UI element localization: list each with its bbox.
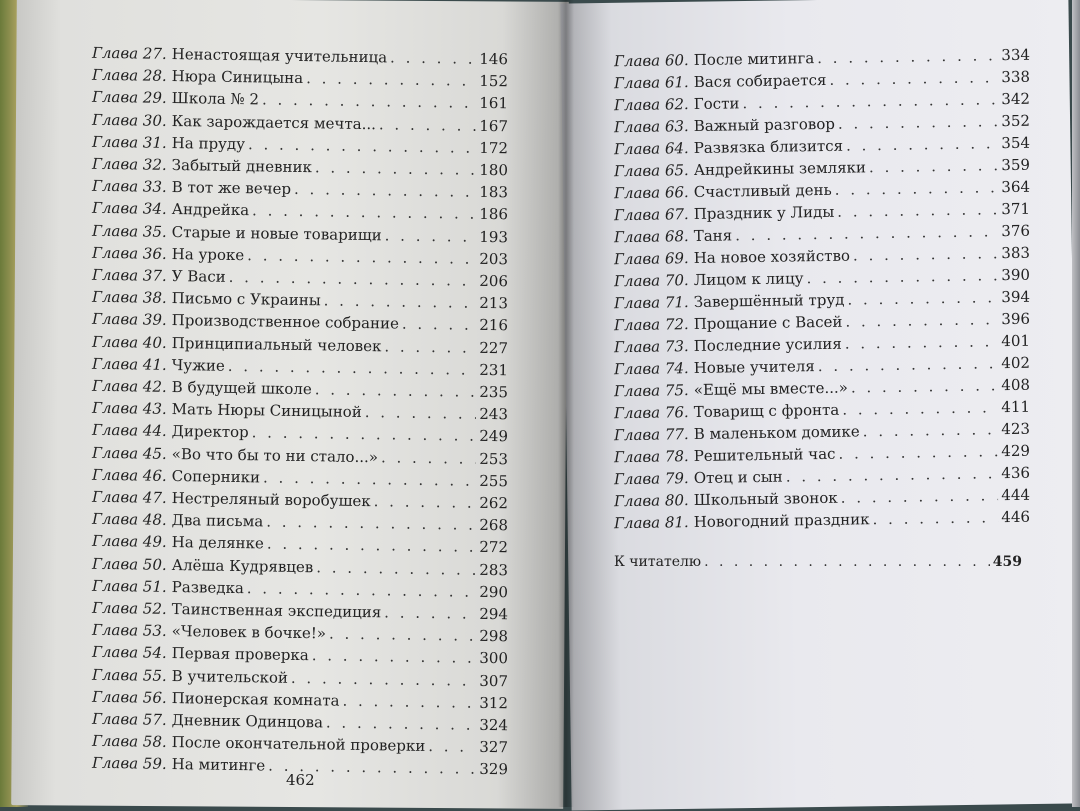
- chapter-number: Глава 44.: [91, 421, 167, 441]
- chapter-number: Глава 70.: [613, 271, 689, 291]
- chapter-title: Новогодний праздник: [693, 510, 870, 532]
- dot-leader: [294, 179, 477, 202]
- chapter-title: Соперники: [171, 466, 261, 487]
- dot-leader: [384, 336, 476, 357]
- chapter-page: 180: [479, 160, 509, 180]
- chapter-page: 262: [479, 493, 509, 513]
- chapter-page: 300: [479, 649, 509, 668]
- chapter-number: Глава 54.: [91, 643, 167, 663]
- dot-leader: [312, 646, 477, 669]
- dot-leader: [838, 441, 998, 464]
- chapter-number: Глава 73.: [613, 337, 689, 357]
- chapter-page: 307: [479, 671, 509, 690]
- chapter-number: Глава 39.: [91, 310, 167, 330]
- chapter-number: Глава 57.: [91, 709, 167, 729]
- chapter-title: Чужие: [171, 355, 225, 375]
- chapter-number: Глава 75.: [613, 381, 689, 401]
- dot-leader: [845, 331, 999, 353]
- dot-leader: [742, 89, 998, 113]
- dot-leader: [872, 507, 998, 529]
- chapter-title: Производственное собрание: [171, 311, 400, 333]
- dot-leader: [316, 557, 476, 580]
- chapter-page: 401: [1001, 331, 1031, 351]
- chapter-title: Лицом к лицу: [693, 269, 804, 290]
- chapter-title: На пруду: [171, 133, 246, 153]
- dot-leader: [835, 177, 999, 200]
- chapter-title: Андрейкины земляки: [693, 158, 867, 180]
- chapter-page: 329: [479, 760, 509, 779]
- dot-leader: [869, 155, 999, 177]
- chapter-page: 255: [479, 471, 509, 491]
- chapter-page: 213: [479, 294, 509, 313]
- chapter-page: 183: [479, 183, 509, 202]
- chapter-title: В будущей школе: [171, 377, 312, 399]
- chapter-page: 324: [479, 715, 509, 735]
- chapter-number: Глава 53.: [91, 620, 167, 641]
- chapter-title: Решительный час: [693, 444, 836, 466]
- dot-leader: [315, 157, 477, 180]
- dot-leader: [365, 402, 477, 424]
- chapter-number: Глава 56.: [91, 687, 167, 707]
- dot-leader: [342, 690, 476, 712]
- chapter-title: Директор: [171, 422, 249, 442]
- chapter-page: 227: [479, 338, 509, 357]
- chapter-number: Глава 65.: [613, 161, 689, 181]
- chapter-title: Мать Нюры Синицыной: [171, 400, 362, 422]
- chapter-page: 408: [1001, 375, 1031, 395]
- chapter-number: Глава 71.: [613, 293, 689, 313]
- chapter-number: Глава 58.: [91, 731, 167, 752]
- chapter-number: Глава 28.: [91, 65, 167, 86]
- chapter-title: Последние усилия: [693, 334, 842, 356]
- dot-leader: [735, 221, 998, 245]
- chapter-title: Развязка близится: [693, 136, 844, 158]
- chapter-page: 294: [479, 604, 509, 624]
- chapter-number: Глава 50.: [91, 554, 167, 574]
- chapter-number: Глава 42.: [91, 376, 167, 396]
- dot-leader: [379, 114, 477, 136]
- dot-leader: [817, 45, 998, 68]
- dot-leader: [853, 243, 999, 265]
- dot-leader: [786, 463, 999, 486]
- chapter-page: 243: [479, 405, 509, 424]
- chapter-page: 206: [479, 271, 509, 291]
- dot-leader: [390, 47, 477, 68]
- dot-leader: [229, 267, 477, 291]
- chapter-page: 423: [1001, 419, 1031, 439]
- chapter-title: Принципиальный человек: [171, 333, 382, 355]
- chapter-number: Глава 40.: [91, 332, 167, 352]
- chapter-page: 312: [479, 693, 509, 713]
- chapter-number: Глава 64.: [613, 139, 689, 159]
- chapter-title: На новое хозяйство: [693, 246, 851, 268]
- chapter-title: Праздник у Лиды: [693, 202, 835, 224]
- chapter-page: 167: [479, 116, 509, 135]
- chapter-number: Глава 55.: [91, 665, 167, 685]
- chapter-page: 161: [479, 94, 509, 113]
- chapter-number: Глава 62.: [613, 95, 689, 115]
- chapter-title: Старые и новые товарищи: [171, 222, 382, 244]
- chapter-page: 342: [1001, 89, 1031, 109]
- chapter-number: Глава 74.: [613, 359, 689, 379]
- chapter-number: Глава 72.: [613, 315, 689, 335]
- chapter-number: Глава 69.: [613, 249, 689, 269]
- dot-leader: [842, 397, 998, 419]
- chapter-page: 402: [1001, 353, 1031, 373]
- chapter-title: В тот же вечер: [171, 178, 292, 199]
- dot-leader: [402, 314, 477, 335]
- dot-leader: [818, 353, 999, 376]
- chapter-title: На делянке: [171, 533, 265, 553]
- dot-leader: [291, 667, 477, 690]
- dot-leader: [315, 379, 477, 402]
- dot-leader: [252, 423, 477, 447]
- chapter-title: Андрейка: [171, 200, 250, 220]
- chapter-page: 283: [479, 560, 509, 579]
- chapter-page: 359: [1001, 155, 1031, 175]
- chapter-number: Глава 27.: [91, 43, 167, 63]
- chapter-number: Глава 60.: [613, 51, 689, 71]
- dot-leader: [841, 485, 999, 507]
- dot-leader: [837, 199, 998, 222]
- chapter-title: После митинга: [693, 49, 815, 70]
- dot-leader: [829, 67, 998, 90]
- chapter-page: 396: [1001, 309, 1031, 329]
- dot-leader: [374, 491, 477, 513]
- chapter-number: Глава 67.: [613, 205, 689, 225]
- dot-leader: [851, 375, 999, 397]
- chapter-title: Таня: [693, 226, 733, 246]
- chapter-page: 376: [1001, 221, 1031, 241]
- dot-leader: [847, 287, 998, 309]
- chapter-page: 446: [1001, 507, 1031, 527]
- chapter-title: Алёша Кудрявцев: [171, 555, 314, 576]
- chapter-title: Разведка: [171, 577, 244, 597]
- chapter-title: «Человек в бочке!»: [171, 622, 327, 643]
- chapter-number: Глава 32.: [91, 154, 167, 174]
- chapter-page: 394: [1001, 287, 1031, 307]
- chapter-title: Два письма: [171, 511, 264, 531]
- chapter-title: Письмо с Украины: [171, 289, 321, 310]
- chapter-number: Глава 34.: [91, 199, 167, 219]
- chapter-number: Глава 51.: [91, 576, 167, 596]
- chapter-number: Глава 38.: [91, 287, 167, 308]
- chapter-page: 152: [479, 72, 509, 91]
- reader-note-title: К читателю: [614, 554, 702, 570]
- chapter-number: Глава 68.: [613, 227, 689, 247]
- chapter-title: Школа № 2: [171, 89, 260, 109]
- chapter-page: 429: [1001, 441, 1031, 461]
- chapter-title: Прощание с Васей: [693, 312, 843, 334]
- chapter-page: 290: [479, 582, 509, 602]
- dot-leader: [326, 712, 477, 734]
- dot-leader: [267, 534, 477, 557]
- dot-leader: [428, 736, 476, 757]
- chapter-title: На митинге: [171, 755, 266, 775]
- dot-leader: [306, 68, 476, 91]
- chapter-title: Новые учителя: [693, 357, 815, 378]
- chapter-page: 249: [479, 427, 509, 446]
- chapter-title: Счастливый день: [693, 180, 832, 202]
- page-stack-edge: [1072, 0, 1080, 807]
- dot-leader: [704, 552, 990, 572]
- chapter-number: Глава 36.: [91, 243, 167, 263]
- chapter-page: 272: [479, 538, 509, 557]
- chapter-title: В учительской: [171, 666, 289, 687]
- book-gutter: [558, 0, 574, 807]
- dot-leader: [228, 356, 477, 380]
- chapter-page: 371: [1001, 199, 1031, 219]
- chapter-number: Глава 31.: [91, 132, 167, 152]
- chapter-title: «Во что бы то ни стало...»: [171, 444, 379, 466]
- chapter-title: На уроке: [171, 244, 245, 264]
- chapter-number: Глава 81.: [613, 513, 689, 533]
- chapter-title: Отец и сын: [693, 467, 783, 488]
- dot-leader: [247, 578, 477, 602]
- chapter-number: Глава 29.: [91, 88, 167, 108]
- chapter-number: Глава 41.: [91, 354, 167, 374]
- chapter-title: В маленьком домике: [693, 422, 860, 444]
- chapter-title: Школьный звонок: [693, 488, 838, 510]
- chapter-title: Первая проверка: [171, 644, 309, 665]
- dot-leader: [863, 419, 999, 441]
- chapter-title: Ненастоящая учительница: [171, 44, 388, 67]
- chapter-number: Глава 35.: [91, 221, 167, 241]
- chapter-number: Глава 45.: [91, 443, 167, 463]
- chapter-title: Товарищ с фронта: [693, 400, 840, 422]
- chapter-page: 364: [1001, 177, 1031, 197]
- dot-leader: [838, 111, 999, 134]
- chapter-number: Глава 33.: [91, 176, 167, 197]
- chapter-number: Глава 43.: [91, 398, 167, 419]
- dot-leader: [252, 201, 477, 225]
- chapter-title: После окончательной проверки: [171, 733, 426, 756]
- chapter-number: Глава 79.: [613, 469, 689, 489]
- chapter-number: Глава 46.: [91, 465, 167, 485]
- chapter-page: 352: [1001, 111, 1031, 131]
- chapter-number: Глава 63.: [613, 117, 689, 137]
- chapter-page: 383: [1001, 243, 1031, 263]
- chapter-page: 172: [479, 138, 509, 158]
- chapter-number: Глава 61.: [613, 73, 689, 93]
- dot-leader: [247, 245, 476, 269]
- chapter-page: 390: [1001, 265, 1031, 285]
- chapter-title: Гости: [693, 94, 740, 114]
- dot-leader: [324, 291, 477, 313]
- chapter-page: 253: [479, 449, 509, 468]
- chapter-title: «Ещё мы вместе...»: [693, 378, 849, 400]
- chapter-title: Завершённый труд: [693, 290, 845, 312]
- chapter-page: 411: [1001, 397, 1031, 417]
- chapter-title: Нестреляный воробушек: [171, 488, 371, 511]
- chapter-number: Глава 66.: [613, 183, 689, 203]
- chapter-title: У Васи: [171, 266, 226, 286]
- dot-leader: [384, 602, 476, 623]
- chapter-title: Как зарождается мечта...: [171, 111, 377, 133]
- chapter-page: 186: [479, 205, 509, 224]
- chapter-title: Нюра Синицына: [171, 67, 304, 88]
- dot-leader: [806, 265, 998, 288]
- dot-leader: [266, 512, 476, 535]
- dot-leader: [262, 90, 477, 113]
- chapter-number: Глава 49.: [91, 532, 167, 552]
- chapter-title: Важный разговор: [693, 114, 836, 136]
- chapter-page: 327: [479, 738, 509, 757]
- dot-leader: [846, 133, 999, 155]
- chapter-title: Забытый дневник: [171, 155, 313, 177]
- chapter-page: 436: [1001, 463, 1031, 483]
- chapter-number: Глава 76.: [613, 403, 689, 423]
- chapter-title: Вася собирается: [693, 70, 827, 92]
- chapter-title: Таинственная экспедиция: [171, 599, 382, 622]
- chapter-number: Глава 59.: [91, 754, 167, 774]
- dot-leader: [845, 309, 998, 331]
- reader-note-entry: [614, 552, 1022, 572]
- dot-leader: [329, 624, 477, 646]
- chapter-page: 338: [1001, 67, 1031, 87]
- chapter-page: 334: [1001, 45, 1031, 65]
- chapter-number: Глава 37.: [91, 265, 167, 285]
- chapter-number: Глава 77.: [613, 425, 689, 445]
- dot-leader: [248, 134, 477, 158]
- chapter-page: 231: [479, 360, 509, 380]
- chapter-page: 146: [479, 49, 509, 69]
- chapter-page: 235: [479, 382, 509, 402]
- page-number: 462: [286, 771, 315, 789]
- chapter-number: Глава 30.: [91, 110, 167, 130]
- chapter-page: 216: [479, 316, 509, 335]
- chapter-page: 203: [479, 249, 509, 269]
- chapter-number: Глава 78.: [613, 447, 689, 467]
- dot-leader: [385, 225, 477, 246]
- dot-leader: [263, 467, 477, 490]
- chapter-number: Глава 48.: [91, 509, 167, 530]
- chapter-page: 298: [479, 627, 509, 646]
- chapter-number: Глава 47.: [91, 487, 167, 507]
- dot-leader: [381, 447, 477, 468]
- chapter-page: 354: [1001, 133, 1031, 153]
- chapter-page: 444: [1001, 485, 1031, 505]
- chapter-page: 268: [479, 516, 509, 535]
- chapter-title: Дневник Одинцова: [171, 710, 324, 732]
- chapter-page: 193: [479, 227, 509, 246]
- chapter-number: Глава 80.: [613, 491, 689, 511]
- chapter-number: Глава 52.: [91, 598, 167, 618]
- reader-note-page: 459: [992, 554, 1022, 570]
- chapter-title: Пионерская комната: [171, 688, 340, 710]
